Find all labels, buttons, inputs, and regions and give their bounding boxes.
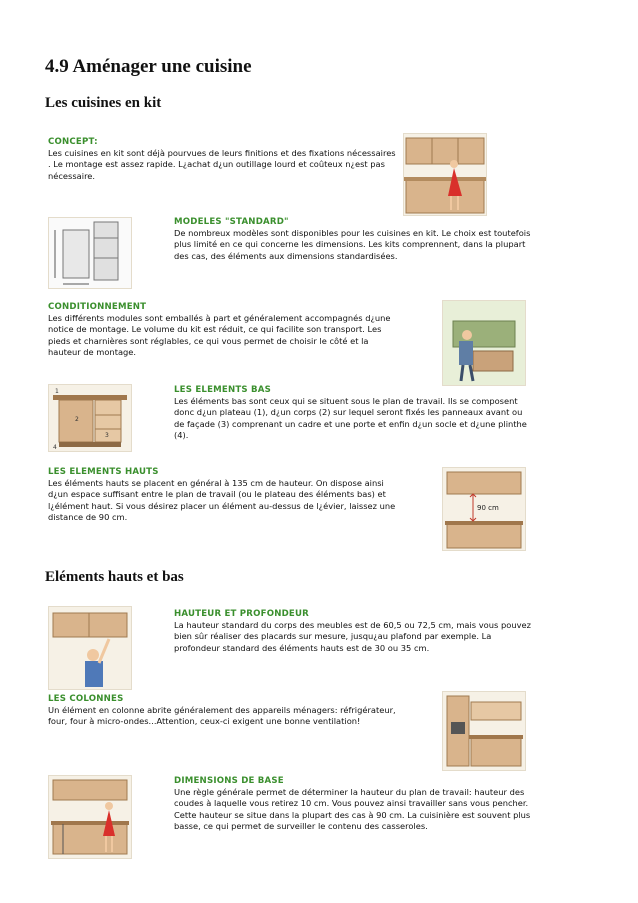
colonnes-text: Un élément en colonne abrite généralement des appareils ménagers: réfrigérateur, four, four à micro-ondes...Attention, ceux-ci exigent une bonne ventilation! bbox=[48, 705, 396, 727]
part-number-1: 1 bbox=[55, 388, 59, 395]
height-90cm-illustration bbox=[442, 467, 526, 551]
hauteur-heading: HAUTEUR ET PROFONDEUR bbox=[174, 609, 309, 619]
page-title: 4.9 Aménager une cuisine bbox=[45, 56, 252, 77]
part-number-3: 3 bbox=[105, 432, 109, 439]
dimensions-heading: DIMENSIONS DE BASE bbox=[174, 776, 284, 786]
modeles-heading: MODELES "STANDARD" bbox=[174, 217, 289, 227]
elements-hauts-text: Les éléments hauts se placent en général à 135 cm de hauteur. On dispose ainsi d¿un espace suffisant entre le plan de travail (ou le plateau des éléments bas) et l¿élément haut. Si vous désirez placer un élément au-dessus de l¿évier, laissez une distance de 90 cm. bbox=[48, 478, 396, 523]
elements-hauts-heading: LES ELEMENTS HAUTS bbox=[48, 467, 159, 477]
section-heading-kit: Les cuisines en kit bbox=[45, 95, 162, 111]
kitchen-woman-illustration bbox=[403, 133, 487, 216]
column-kitchen-illustration bbox=[442, 691, 526, 771]
elements-bas-text: Les éléments bas sont ceux qui se situent sous le plan de travail. Ils se composent donc d¿un plateau (1), d¿un corps (2) sur lequel seront fixés les panneaux avant ou de façade (3) comprenant un cadre et une porte et enfin d¿un socle et d¿une plinthe (4). bbox=[174, 396, 527, 441]
conditionnement-text: Les différents modules sont emballés à part et généralement accompagnés d¿une notice de montage. Le volume du kit est réduit, ce qui facilite son transport. Les pieds et charnières sont réglables, ce qui vous permet de choisir le côté et la hauteur de montage. bbox=[48, 313, 391, 358]
modeles-text: De nombreux modèles sont disponibles pour les cuisines en kit. Le choix est toutefois plus limité en ce qui concerne les dimensions. Les kits comprennent, dans la plupart des cas, des éléments aux dimensions standardisées. bbox=[174, 228, 531, 261]
colonnes-heading: LES COLONNES bbox=[48, 694, 124, 704]
cabinet-dimensions-illustration bbox=[48, 217, 132, 289]
man-reaching-illustration bbox=[48, 606, 132, 690]
dimensions-text: Une règle générale permet de déterminer la hauteur du plan de travail: hauteur des coudes à laquelle vous retirez 10 cm. Vous pouvez ainsi travailler sans vous pencher. Cette hauteur se situe dans la plupart des cas à 90 cm. La cuisinière est souvent plus basse, ce qui permet de surveiller le contenu des casseroles. bbox=[174, 787, 531, 832]
low-cabinet-illustration bbox=[48, 384, 132, 452]
elements-bas-heading: LES ELEMENTS BAS bbox=[174, 385, 271, 395]
working-height-illustration bbox=[48, 775, 132, 859]
concept-heading: CONCEPT: bbox=[48, 137, 98, 147]
unpacking-illustration bbox=[442, 300, 526, 386]
part-number-4: 4 bbox=[53, 444, 57, 451]
concept-text: Les cuisines en kit sont déjà pourvues de leurs finitions et des fixations nécessaires . Le montage est assez rapide. L¿achat d¿un outillage lourd et coûteux n¿est pas nécessaire. bbox=[48, 148, 396, 181]
measure-label: 90 cm bbox=[477, 504, 499, 512]
part-number-2: 2 bbox=[75, 416, 79, 423]
conditionnement-heading: CONDITIONNEMENT bbox=[48, 302, 147, 312]
section-heading-hauts-bas: Eléments hauts et bas bbox=[45, 569, 184, 585]
hauteur-text: La hauteur standard du corps des meubles est de 60,5 ou 72,5 cm, mais vous pouvez bien sûr réaliser des placards sur mesure, jusqu¿au plafond par exemple. La profondeur standard des éléments hauts est de 30 ou 35 cm. bbox=[174, 620, 531, 653]
